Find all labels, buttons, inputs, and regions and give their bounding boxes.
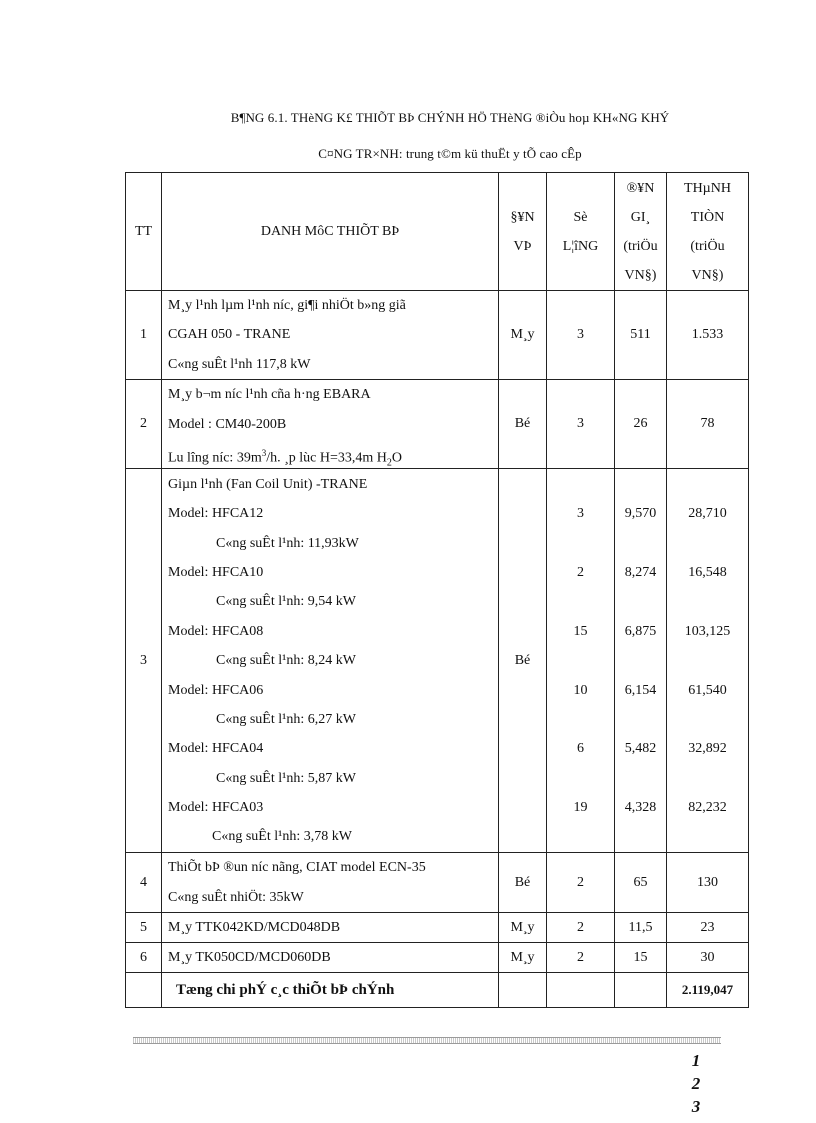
model-price: 4,328: [624, 800, 657, 816]
row-qty: 3: [547, 380, 615, 469]
description-line: M¸y b¬m níc l¹nh cña h·ng EBARA: [168, 387, 371, 403]
header-amount-line: TIÒN: [690, 209, 725, 225]
row-qty: 2: [547, 913, 615, 943]
row-price: 11,5: [615, 913, 667, 943]
flow-sub: 2: [386, 457, 392, 469]
table-title-line-1: B¶NG 6.1. THèNG K£ THIÕT BÞ CHÝNH HÖ THèNG ®iÒu hoµ KH«NG KHÝ: [230, 110, 670, 125]
description-line: M¸y l¹nh lµm l¹nh níc, gi¶i nhiÖt b»ng giã: [168, 298, 406, 313]
header-qty-line: L¦îNG: [562, 238, 599, 254]
model-amount: 82,232: [688, 800, 727, 816]
description-line: Model : CM40-200B: [168, 416, 287, 432]
row-description: [162, 853, 499, 913]
header-price-line: VN§): [624, 267, 657, 283]
header-name: DANH MôC THIÕT BÞ: [162, 173, 499, 291]
model-qty: 10: [573, 682, 588, 698]
row-tt: 5: [126, 913, 162, 943]
header-price-line: (triÖu: [623, 238, 658, 254]
total-amount: 2.119,047: [667, 973, 749, 1008]
row-price: 26: [615, 380, 667, 469]
header-amount-line: (triÖu: [690, 238, 725, 254]
header-price-line: ®¥N: [626, 180, 655, 196]
model-line: Model: HFCA08: [168, 623, 264, 639]
model-line: Model: HFCA12: [168, 506, 264, 522]
row-tt: 6: [126, 943, 162, 973]
header-price-line: GI¸: [630, 209, 651, 225]
flow-rate-line: [168, 439, 498, 468]
row-qty: 3: [547, 291, 615, 380]
model-price: 8,274: [624, 564, 657, 580]
row-unit: M¸y: [499, 943, 547, 973]
header-unit: [499, 173, 547, 291]
flow-prefix: Lu lîng níc: 39m: [168, 450, 262, 466]
model-price: 6,154: [624, 682, 657, 698]
capacity-line: C«ng suÊt l¹nh: 8,24 kW: [216, 653, 356, 669]
table-row: [126, 291, 749, 380]
equipment-table: [125, 172, 749, 1008]
model-amount: 103,125: [684, 623, 731, 639]
capacity-line: C«ng suÊt l¹nh: 11,93kW: [216, 535, 359, 551]
table-title-line-2: C¤NG TR×NH: trung t©m kü thuËt y tÕ cao cÊp: [318, 146, 582, 161]
model-qty: 15: [573, 623, 588, 639]
row-price: 15: [615, 943, 667, 973]
row-description: M¸y TK050CD/MCD060DB: [162, 943, 499, 973]
model-qty: 2: [577, 564, 584, 580]
row-unit: Bé: [499, 853, 547, 913]
capacity-line: C«ng suÊt l¹nh: 6,27 kW: [216, 711, 356, 727]
row-price: 65: [615, 853, 667, 913]
row-qty: 2: [547, 943, 615, 973]
row-amount: [667, 469, 749, 853]
header-unit-line: VÞ: [513, 238, 532, 254]
model-line: Model: HFCA10: [168, 564, 264, 580]
model-line: Model: HFCA03: [168, 800, 264, 816]
row-unit: Bé: [499, 469, 547, 853]
model-qty: 19: [573, 800, 588, 816]
description-line: ThiÕt bÞ ®un níc nãng, CIAT model ECN-35: [168, 860, 426, 876]
model-qty: 6: [577, 741, 584, 757]
flow-end: O: [391, 450, 403, 466]
header-qty: [547, 173, 615, 291]
row-amount: 130: [667, 853, 749, 913]
page-number-digit: 1: [691, 1051, 701, 1070]
model-amount: 28,710: [688, 506, 727, 522]
row-amount: 1.533: [667, 291, 749, 380]
page-number-digit: 3: [691, 1097, 701, 1116]
table-row: [126, 943, 749, 973]
capacity-line: C«ng suÊt l¹nh: 9,54 kW: [216, 594, 356, 610]
description-line: CGAH 050 - TRANE: [168, 327, 291, 343]
header-row: [126, 173, 749, 291]
model-price: 6,875: [624, 623, 657, 639]
model-price: 5,482: [624, 741, 657, 757]
row-description: [162, 291, 499, 380]
model-amount: 32,892: [688, 741, 727, 757]
total-empty-cell: [547, 973, 615, 1008]
row-qty: [547, 469, 615, 853]
table-row: [126, 913, 749, 943]
row-tt: 1: [126, 291, 162, 380]
capacity-line: C«ng suÊt l¹nh: 5,87 kW: [216, 770, 356, 786]
total-empty-cell: [499, 973, 547, 1008]
row-price: 511: [615, 291, 667, 380]
total-empty-cell: [615, 973, 667, 1008]
total-row: [126, 973, 749, 1008]
row-qty: 2: [547, 853, 615, 913]
row-amount: 78: [667, 380, 749, 469]
row-unit: Bé: [499, 380, 547, 469]
header-unit-line: §¥N: [510, 209, 535, 225]
flow-sup: 3: [261, 447, 267, 458]
total-empty-cell: [126, 973, 162, 1008]
header-amount: [667, 173, 749, 291]
row-tt: 4: [126, 853, 162, 913]
description-line: C«ng suÊt l¹nh 117,8 kW: [168, 356, 311, 372]
model-line: Model: HFCA06: [168, 682, 264, 698]
flow-mid: /h. ¸p lùc H=33,4m H: [266, 450, 387, 466]
row-tt: 2: [126, 380, 162, 469]
model-qty: 3: [577, 506, 584, 522]
page-number-digit: 2: [691, 1074, 701, 1093]
table-row: [126, 380, 749, 469]
row-description: M¸y TTK042KD/MCD048DB: [162, 913, 499, 943]
header-amount-line: VN§): [691, 267, 724, 283]
description-line: Giµn l¹nh (Fan Coil Unit) -TRANE: [168, 476, 368, 492]
row-unit: M¸y: [499, 913, 547, 943]
table-row: [126, 469, 749, 853]
row-description: [162, 380, 499, 469]
row-unit: M¸y: [499, 291, 547, 380]
row-description: [162, 469, 499, 853]
row-price: [615, 469, 667, 853]
row-amount: 23: [667, 913, 749, 943]
header-amount-line: THµNH: [684, 180, 731, 196]
footer-divider: [133, 1037, 721, 1044]
total-label: Tæng chi phÝ c¸c thiÕt bÞ chÝnh: [162, 973, 499, 1008]
header-tt: TT: [126, 173, 162, 291]
description-line: C«ng suÊt nhiÖt: 35kW: [168, 889, 304, 905]
row-tt: 3: [126, 469, 162, 853]
model-line: Model: HFCA04: [168, 741, 264, 757]
model-amount: 61,540: [688, 682, 727, 698]
capacity-line: C«ng suÊt l¹nh: 3,78 kW: [212, 829, 352, 845]
table-row: [126, 853, 749, 913]
row-amount: 30: [667, 943, 749, 973]
model-amount: 16,548: [688, 564, 727, 580]
model-price: 9,570: [624, 506, 657, 522]
header-qty-line: Sè: [573, 209, 588, 225]
header-price: [615, 173, 667, 291]
